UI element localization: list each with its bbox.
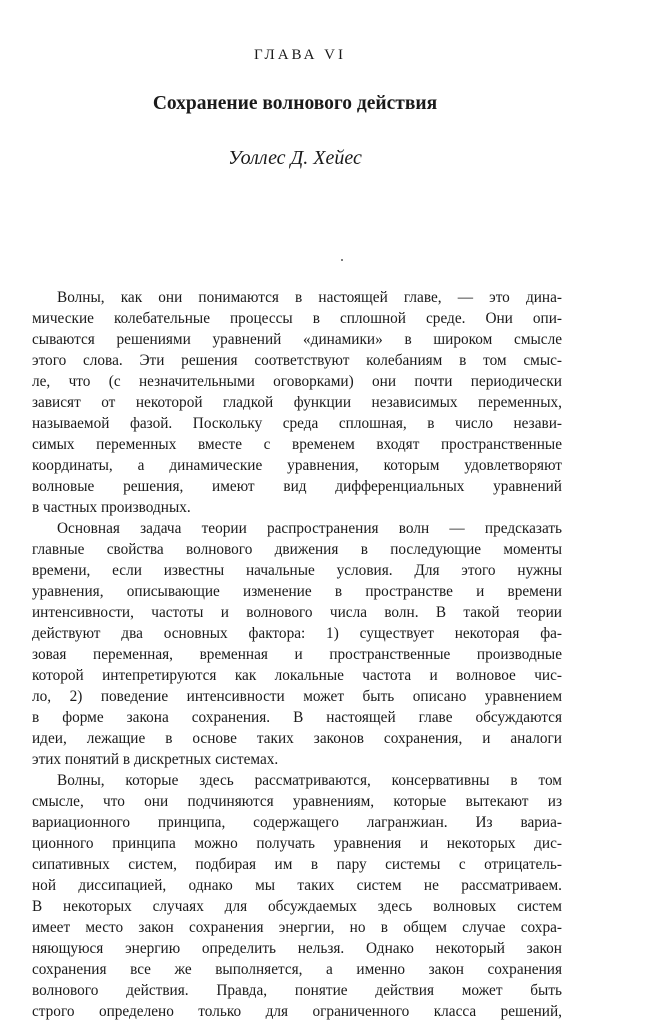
text-line: этого слова. Эти решения соответствуют колебаниям в том смыс- bbox=[32, 352, 562, 369]
text-line: зовая переменная, временная и пространственные производные bbox=[32, 646, 562, 663]
text-line: действуют два основных фактора: 1) существует некоторая фа- bbox=[32, 625, 562, 642]
text-line: ле, что (с незначительными оговорками) они почти периодически bbox=[32, 373, 562, 390]
text-line: ло, 2) поведение интенсивности может быть описано уравнением bbox=[32, 688, 562, 705]
text-line: ной диссипацией, однако мы таких систем не рассматриваем. bbox=[32, 877, 562, 894]
body-text bbox=[32, 287, 562, 1022]
text-line: зависят от некоторой гладкой функции независимых переменных, bbox=[32, 394, 562, 411]
text-line: координаты, а динамические уравнения, которым удовлетворяют bbox=[32, 457, 562, 474]
text-line: которой интепретируются как локальные частота и волновое чис- bbox=[32, 667, 562, 684]
text-line: в частных производных. bbox=[32, 499, 191, 516]
text-line: идеи, лежащие в основе таких законов сохранения, и аналоги bbox=[32, 730, 562, 747]
text-line: главные свойства волнового движения в последующие моменты bbox=[32, 541, 562, 558]
text-line: сипативных систем, подбирая им в пару системы с отрицатель- bbox=[32, 856, 562, 873]
text-line: вариационного принципа, содержащего лагранжиан. Из вариа- bbox=[32, 814, 562, 831]
text-line: времени, если известны начальные условия. Для этого нужны bbox=[32, 562, 562, 579]
chapter-label: ГЛАВА VI bbox=[253, 47, 347, 63]
text-line: сываются решениями уравнений «динамики» в широком смысле bbox=[32, 331, 562, 348]
text-line: уравнения, описывающие изменение в пространстве и времени bbox=[32, 583, 562, 600]
text-line: няющуюся энергию определить нельзя. Однако некоторый закон bbox=[32, 940, 562, 957]
text-line: смысле, что они подчиняются уравнениям, которые вытекают из bbox=[32, 793, 562, 810]
text-line: волновые решения, имеют вид дифференциальных уравнений bbox=[32, 478, 562, 495]
text-line: строго определено только для ограниченного класса решений, bbox=[32, 1003, 562, 1020]
text-line: этих понятий в дискретных системах. bbox=[32, 751, 279, 768]
text-line: в форме закона сохранения. В настоящей главе обсуждаются bbox=[32, 709, 562, 726]
decorative-dot bbox=[341, 259, 343, 261]
text-line: имеет место закон сохранения энергии, но в общем случае сохра- bbox=[32, 919, 562, 936]
chapter-title: Сохранение волнового действия bbox=[152, 93, 438, 114]
text-line: Волны, как они понимаются в настоящей главе, — это дина- bbox=[57, 289, 562, 306]
author-name: Уоллес Д. Хейес bbox=[228, 147, 362, 169]
text-line: Волны, которые здесь рассматриваются, консервативны в том bbox=[57, 772, 562, 789]
text-line: называемой фазой. Поскольку среда сплошная, в число незави- bbox=[32, 415, 562, 432]
text-line: сохранения все же выполняется, а именно закон сохранения bbox=[32, 961, 562, 978]
text-line: Основная задача теории распространения волн — предсказать bbox=[57, 520, 562, 537]
text-line: симых переменных вместе с временем входят пространственные bbox=[32, 436, 562, 453]
text-line: В некоторых случаях для обсуждаемых здесь волновых систем bbox=[32, 898, 562, 915]
text-line: волнового действия. Правда, понятие действия может быть bbox=[32, 982, 562, 999]
text-line: интенсивности, частоты и волнового числа волн. В такой теории bbox=[32, 604, 562, 621]
text-line: мические колебательные процессы в сплошной среде. Они опи- bbox=[32, 310, 562, 327]
text-line: ционного принципа можно получать уравнения и некоторых дис- bbox=[32, 835, 562, 852]
